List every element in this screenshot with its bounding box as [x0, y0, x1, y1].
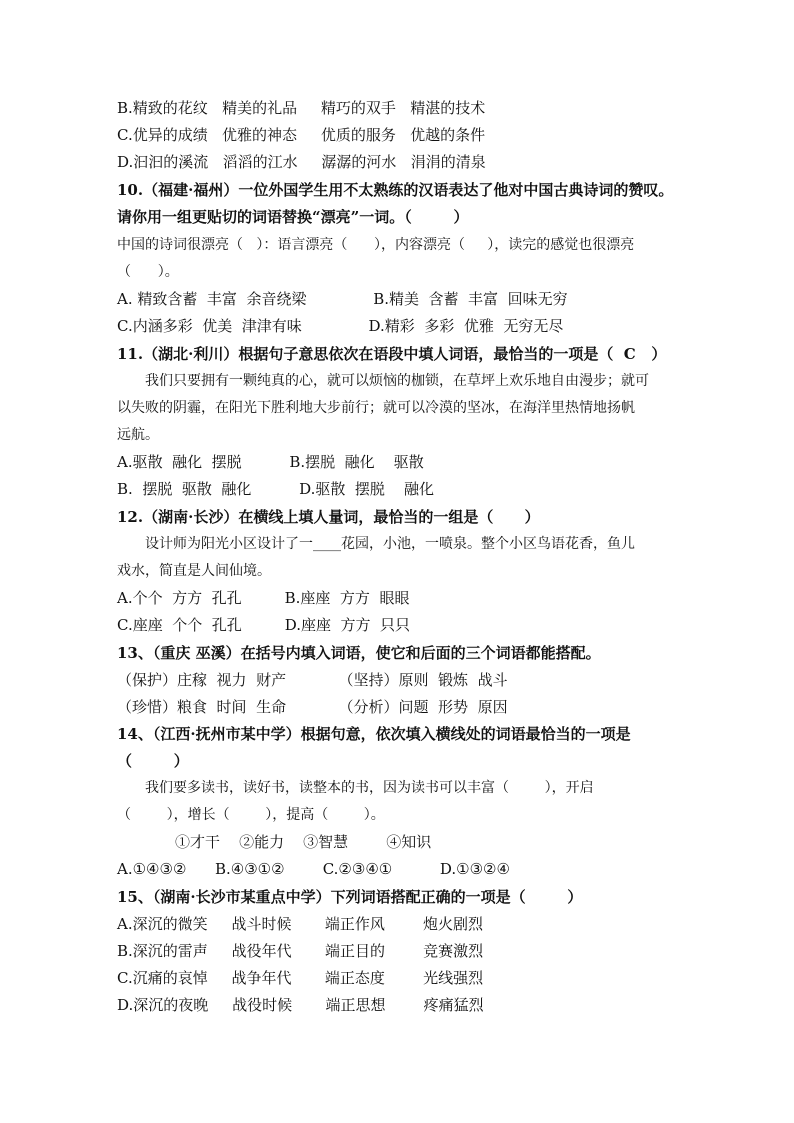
- q9-option-b: B.精致的花纹 精美的礼品 精巧的双手 精湛的技术: [117, 99, 486, 117]
- q14-question-line2: （ ）: [117, 752, 189, 770]
- q12-question: 12.（湖南·长沙）在横线上填人量词，最恰当的一组是（ ）: [117, 508, 540, 526]
- q15-option-b: B.深沉的雷声 战役年代 端正目的 竞赛激烈: [117, 942, 484, 960]
- q12-passage-line1: 设计师为阳光小区设计了一____花园，小池，一喷泉。整个小区鸟语花香，鱼儿: [145, 536, 635, 552]
- q10-passage-line1: 中国的诗词很漂亮（ ）：语言漂亮（ ），内容漂亮（ ），读完的感觉也很漂亮: [117, 237, 635, 253]
- q10-options-ab: A. 精致含蓄 丰富 余音绕梁 B.精美 含蓄 丰富 回味无穷: [117, 290, 568, 308]
- q11-options-cd: B. 摆脱 驱散 融化 D.驱散 摆脱 融化: [117, 480, 434, 498]
- q15-option-c: C.沉痛的哀悼 战争年代 端正态度 光线强烈: [117, 969, 484, 987]
- q15-option-a: A.深沉的微笑 战斗时候 端正作风 炮火剧烈: [117, 915, 483, 933]
- q14-passage-line1: 我们要多读书，读好书，读整本的书，因为读书可以丰富（ ），开启: [145, 780, 594, 796]
- q11-question: 11.（湖北·利川）根据句子意思依次在语段中填人词语，最恰当的一项是（ C ）: [117, 345, 667, 363]
- q14-passage-line2: （ ），增长（ ），提高（ ）。: [117, 807, 385, 823]
- q12-options-ab: A.个个 方方 孔孔 B.座座 方方 眼眼: [117, 589, 410, 607]
- q14-word-choices: ①才干 ②能力 ③智慧 ④知识: [175, 833, 432, 851]
- q9-option-c: C.优异的成绩 优雅的神态 优质的服务 优越的条件: [117, 126, 486, 144]
- q10-question-line2: 请你用一组更贴切的词语替换“漂亮”一词。（ ）: [117, 208, 469, 226]
- q14-options: A.①④③② B.④③①② C.②③④① D.①③②④: [117, 860, 510, 878]
- q11-passage-line2: 以失败的阴霾，在阳光下胜利地大步前行；就可以冷漠的坚冰，在海洋里热情地扬帆: [117, 400, 635, 416]
- q10-question-line1: 10.（福建·福州）一位外国学生用不太熟练的汉语表达了他对中国古典诗词的赞叹。: [117, 181, 674, 199]
- q13-answer-row1: （保护）庄稼 视力 财产 （坚持）原则 锻炼 战斗: [117, 671, 508, 689]
- q9-option-d: D.汩汩的溪流 滔滔的江水 潺潺的河水 涓涓的清泉: [117, 153, 486, 171]
- q12-options-cd: C.座座 个个 孔孔 D.座座 方方 只只: [117, 616, 411, 634]
- q11-options-ab: A.驱散 融化 摆脱 B.摆脱 融化 驱散: [117, 453, 424, 471]
- q11-passage-line3: 远航。: [117, 427, 159, 443]
- q11-passage-line1: 我们只要拥有一颗纯真的心，就可以烦恼的枷锁，在草坪上欢乐地自由漫步；就可: [145, 373, 649, 389]
- q15-question: 15、（湖南·长沙市某重点中学）下列词语搭配正确的一项是（ ）: [117, 888, 583, 906]
- q12-passage-line2: 戏水，简直是人间仙境。: [117, 563, 271, 579]
- q13-question: 13、（重庆 巫溪）在括号内填入词语，使它和后面的三个词语都能搭配。: [117, 644, 601, 662]
- q13-answer-row2: （珍惜）粮食 时间 生命 （分析）问题 形势 原因: [117, 698, 508, 716]
- q15-option-d: D.深沉的夜晚 战役时候 端正思想 疼痛猛烈: [117, 996, 484, 1014]
- q14-question-line1: 14、（江西·抚州市某中学）根据句意，依次填入横线处的词语最恰当的一项是: [117, 725, 631, 743]
- q10-passage-line2: （ ）。: [117, 264, 179, 280]
- q10-options-cd: C.内涵多彩 优美 津津有味 D.精彩 多彩 优雅 无穷无尽: [117, 317, 564, 335]
